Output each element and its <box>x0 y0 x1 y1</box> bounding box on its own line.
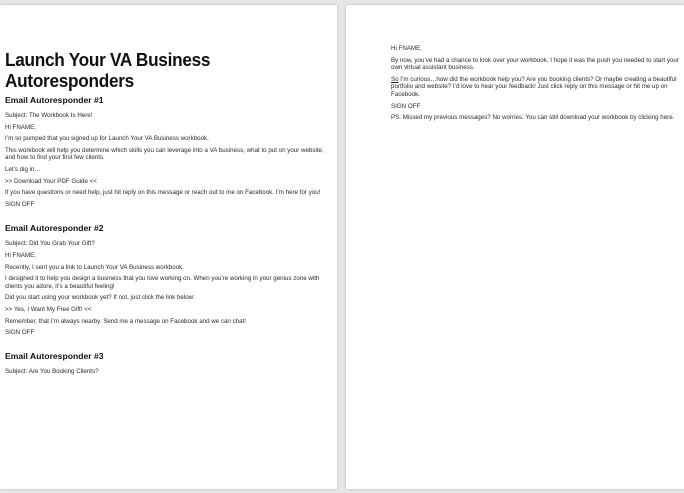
section-heading-3: Email Autoresponder #3 <box>5 350 104 361</box>
paragraph: I’m so pumped that you signed up for Launch Your VA Business workbook. <box>5 135 209 143</box>
paragraph: Let’s dig in… <box>5 165 41 173</box>
document-title <box>5 49 303 91</box>
download-link-text: >> Download Your PDF Guide << <box>5 177 97 185</box>
paragraph: Hi FNAME, <box>5 251 36 259</box>
sign-off: SIGN OFF <box>5 329 35 337</box>
gift-link-text: >> Yes, I Want My Free Gift! << <box>5 305 92 313</box>
paragraph: Did you start using your workbook yet? If not, just click the link below: <box>5 294 195 302</box>
paragraph: I designed it to help you design a business that you love working on. When you’re working in your genius zone with clients you adore, it’s a beautiful feeling! <box>5 275 320 290</box>
document-page-1 <box>0 5 337 489</box>
title-line-1: Launch Your VA Business <box>5 49 211 70</box>
paragraph-text: I’m curious…how did the workbook help you? Are you booking clients? Or maybe creating a beautiful portfolio and website? I’d love to hear your feedback! Just click reply on this message or hit me up on Facebook. <box>391 75 677 98</box>
document-page-2 <box>346 5 684 489</box>
paragraph: This workbook will help you determine which skills you can leverage into a VA business, what to put on your website, and how to find your first few clients. <box>5 146 324 162</box>
section-heading-2: Email Autoresponder #2 <box>5 223 104 234</box>
paragraph <box>391 76 679 99</box>
sign-off: SIGN OFF <box>5 200 35 208</box>
spellcheck-word: So <box>391 75 399 83</box>
paragraph: Recently, I sent you a link to Launch Your VA Business workbook. <box>5 263 184 271</box>
greeting: Hi FNAME, <box>391 45 422 52</box>
title-line-2: Autoresponders <box>5 70 134 91</box>
paragraph: Subject: Did You Grab Your Gift? <box>5 240 95 248</box>
paragraph: By now, you’ve had a chance to look over your workbook. I hope it was the push you needed to start your own virtual assistant business. <box>391 56 679 72</box>
section-heading-1: Email Autoresponder #1 <box>5 95 104 105</box>
paragraph: Subject: Are You Booking Clients? <box>5 367 99 375</box>
sign-off: SIGN OFF <box>391 102 421 110</box>
paragraph: Hi FNAME, <box>5 123 36 131</box>
postscript: PS: Missed my previous messages? No worries. You can still download your workbook by clicking here. <box>391 114 675 122</box>
paragraph: Subject: The Workbook Is Here! <box>5 112 93 119</box>
paragraph: If you have questions or need help, just hit reply on this message or reach out to me on Facebook. I’m here for you! <box>5 189 321 197</box>
paragraph: Remember, that I’m always nearby. Send me a message on Facebook and we can chat! <box>5 317 246 325</box>
